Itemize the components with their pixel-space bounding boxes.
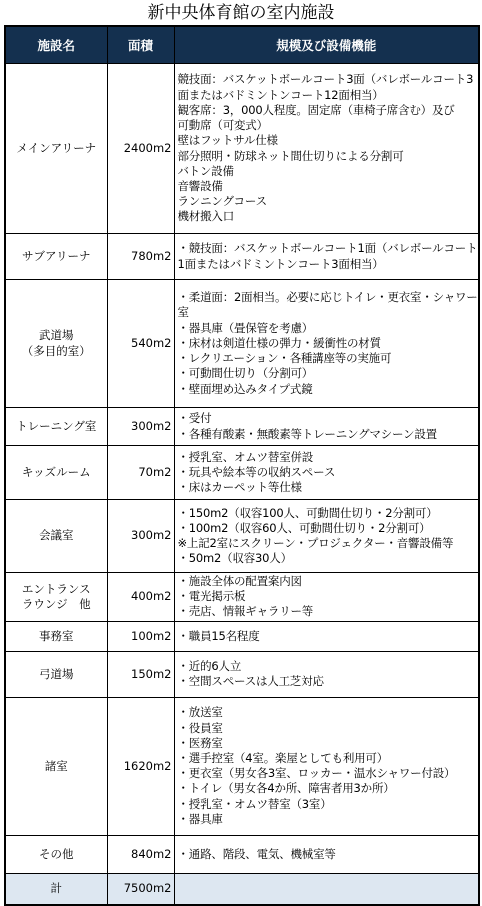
facilities-table (4, 25, 480, 906)
description-line: 室 (177, 305, 189, 320)
description-line: ・床材は剣道仕様の弾力・緩衝性の材質 (177, 335, 381, 350)
description-line: ・100m2（収容60人、可動間仕切り・2分割可） (177, 520, 431, 535)
description-line: ・近的6人立 (177, 658, 242, 673)
description-line: ・電光掲示板 (177, 589, 246, 604)
description-line: ・売店、情報ギャラリー等 (177, 604, 314, 619)
description-line: ※上記2室にスクリーン・プロジェクター・音響設備等 (177, 536, 454, 550)
header-area: 面積 (107, 26, 174, 64)
description-line: ランニングコース (177, 194, 267, 209)
description-line: ・150m2（収容100人、可動間仕切り・2分割可） (177, 505, 438, 520)
description-line: ・玩具や絵本等の収納スペース (177, 464, 336, 479)
area-cell: 2400m2 (107, 64, 174, 234)
facility-name-cell: サブアリーナ (5, 234, 107, 280)
facility-name-cell: トレーニング室 (5, 408, 107, 446)
description-line: ・役員室 (177, 720, 223, 735)
table-row (5, 835, 479, 873)
area-cell: 70m2 (107, 446, 174, 500)
description-line: 可動席（可変式） (177, 118, 268, 133)
description-cell (174, 234, 479, 280)
table-row (5, 64, 479, 234)
area-cell: 300m2 (107, 500, 174, 573)
description-line: ・可動間仕切り（分割可） (177, 366, 314, 381)
page-title: 新中央体育館の室内施設 (147, 3, 335, 23)
description-line: ・空間スペースは人工芝対応 (177, 674, 324, 689)
description-line: 音響設備 (177, 178, 223, 193)
description-cell (174, 446, 479, 500)
description-line: ・医務室 (177, 735, 223, 750)
table-row (5, 408, 479, 446)
table-row (5, 446, 479, 500)
table-row (5, 573, 479, 622)
description-line: ・床はカーペット等仕様 (177, 480, 302, 495)
table-header-row (5, 26, 479, 64)
description-cell (174, 573, 479, 622)
table-row (5, 651, 479, 697)
area-cell: 780m2 (107, 234, 174, 280)
area-cell: 540m2 (107, 280, 174, 408)
area-cell: 150m2 (107, 651, 174, 697)
description-line: ・壁面埋め込みタイプ式鏡 (177, 381, 313, 396)
facility-name-cell: その他 (5, 835, 107, 873)
description-cell (174, 835, 479, 873)
description-line: 観客席：3，000人程度。固定席（車椅子席含む）及び (177, 102, 455, 117)
description-line: ・授乳室・オムツ替室（3室） (177, 796, 332, 811)
description-line: 壁はフットサル仕様 (177, 133, 278, 148)
facility-name-cell: エントランス ラウンジ 他 (5, 573, 107, 622)
table-body (5, 64, 479, 906)
area-cell: 300m2 (107, 408, 174, 446)
description-line: ・施設全体の配置案内図 (177, 574, 302, 588)
facility-name-cell: 諸室 (5, 697, 107, 835)
header-scale-and-functions: 規模及び設備機能 (174, 26, 479, 64)
description-line: バトン設備 (177, 163, 234, 178)
facility-name-cell: 会議室 (5, 500, 107, 573)
description-line: ・柔道面：2面相当。必要に応じトイレ・更衣室・シャワー (177, 290, 478, 305)
facility-name-cell: 事務室 (5, 621, 107, 651)
description-line: ・競技面：バスケットボールコート1面（バレボールコート (177, 241, 478, 256)
description-line: ・通路、階段、電気、機械室等 (177, 846, 336, 861)
description-line: 1面またはバドミントンコート3面相当） (177, 256, 384, 271)
description-cell (174, 280, 479, 408)
description-line: 競技面：バスケットボールコート3面（バレボールコート3 (177, 72, 474, 87)
description-line: ・選手控室（4室。楽屋としても利用可） (177, 750, 389, 765)
description-line: ・器具庫 (177, 811, 223, 826)
facility-name-cell: メインアリーナ (5, 64, 107, 234)
area-cell: 100m2 (107, 621, 174, 651)
description-line: ・レクリエーション・各種講座等の実施可 (177, 351, 392, 366)
description-line: 機材搬入口 (177, 209, 234, 224)
table-row (5, 500, 479, 573)
description-cell (174, 64, 479, 234)
area-cell: 400m2 (107, 573, 174, 622)
description-line: ・放送室 (177, 705, 223, 720)
description-cell (174, 697, 479, 835)
description-cell (174, 651, 479, 697)
total-row (5, 873, 479, 905)
table-row (5, 234, 479, 280)
facility-name-cell: キッズルーム (5, 446, 107, 500)
description-line: ・器具庫（畳保管を考慮） (177, 320, 314, 335)
table-row (5, 697, 479, 835)
description-line: ・トイレ（男女各4か所、障害者用3か所） (177, 781, 395, 796)
description-line: ・50m2（収容30人） (177, 551, 292, 566)
description-line: ・各種有酸素・無酸素等トレーニングマシーン設置 (177, 426, 437, 441)
total-area: 7500m2 (107, 873, 174, 905)
description-cell (174, 500, 479, 573)
description-line: ・受付 (177, 411, 212, 426)
description-cell (174, 408, 479, 446)
area-cell: 1620m2 (107, 697, 174, 835)
description-line: ・職員15名程度 (177, 628, 260, 643)
header-facility-name: 施設名 (5, 26, 107, 64)
description-cell (174, 621, 479, 651)
facility-name-cell: 武道場 （多目的室） (5, 280, 107, 408)
area-cell: 840m2 (107, 835, 174, 873)
table-row (5, 621, 479, 651)
description-line: ・更衣室（男女各3室、ロッカー・温水シャワー付設） (177, 766, 456, 781)
table-row (5, 280, 479, 408)
description-line: ・授乳室、オムツ替室併設 (177, 449, 314, 464)
total-label: 計 (5, 873, 107, 905)
total-description (174, 873, 479, 905)
facility-name-cell: 弓道場 (5, 651, 107, 697)
description-line: 面またはバドミントンコート12面相当） (177, 87, 384, 102)
description-line: 部分照明・防球ネット間仕切りによる分割可 (177, 148, 404, 163)
